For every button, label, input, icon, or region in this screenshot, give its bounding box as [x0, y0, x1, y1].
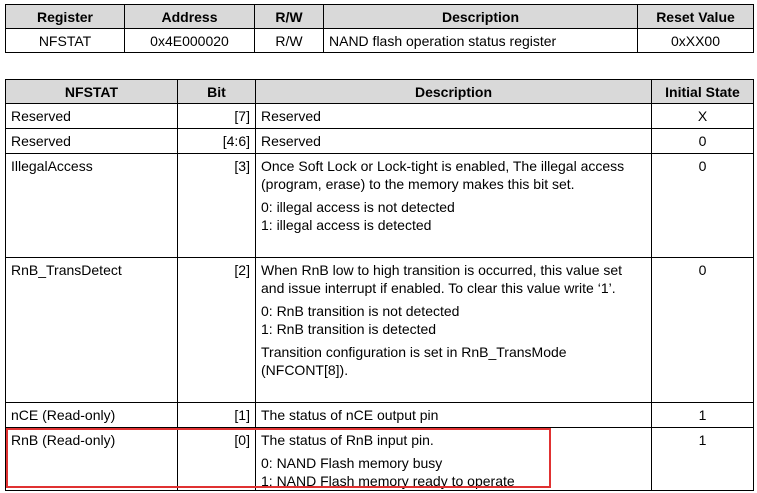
bitfield-header-row — [6, 80, 754, 104]
header-bit: Bit — [178, 80, 256, 104]
field-description — [256, 154, 652, 258]
field-bit: [0] — [178, 428, 256, 491]
description-text: 0: NAND Flash memory busy — [261, 455, 443, 471]
field-bit: [1] — [178, 403, 256, 428]
description-text: 1: illegal access is detected — [261, 217, 432, 233]
register-address: 0x4E000020 — [125, 29, 255, 53]
description-text: Transition configuration is set in RnB_TransMode (NFCONT[8]). — [261, 344, 567, 378]
description-text: When RnB low to high transition is occurred, this value set and issue interrupt if enabled. To clear this value write ‘1’. — [261, 262, 623, 296]
description-text: 1: RnB transition is detected — [261, 321, 437, 337]
field-description — [256, 428, 652, 491]
field-description — [256, 258, 652, 403]
description-text: Once Soft Lock or Lock-tight is enabled, The illegal access (program, erase) to the memory makes this bit set. — [261, 158, 625, 192]
description-text: 0: RnB transition is not detected — [261, 303, 460, 319]
field-initial: 0 — [652, 154, 754, 258]
header-address: Address — [125, 5, 255, 29]
table-row — [6, 428, 754, 491]
field-description: Reserved — [256, 104, 652, 129]
register-reset-value: 0xXX00 — [638, 29, 754, 53]
table-row — [6, 403, 754, 428]
description-text: 0: illegal access is not detected — [261, 199, 455, 215]
header-reset-value: Reset Value — [638, 5, 754, 29]
register-header-row — [6, 5, 754, 29]
field-initial: 1 — [652, 428, 754, 491]
table-row — [6, 104, 754, 129]
table-row — [6, 258, 754, 403]
register-summary-table — [5, 4, 754, 53]
field-name: IllegalAccess — [6, 154, 178, 258]
table-row — [6, 129, 754, 154]
field-initial: 1 — [652, 403, 754, 428]
description-text: 1: NAND Flash memory ready to operate — [261, 473, 515, 489]
field-bit: [7] — [178, 104, 256, 129]
table-row — [6, 154, 754, 258]
field-name: Reserved — [6, 129, 178, 154]
field-name: Reserved — [6, 104, 178, 129]
header-initial-state: Initial State — [652, 80, 754, 104]
register-name: NFSTAT — [6, 29, 125, 53]
header-field: NFSTAT — [6, 80, 178, 104]
register-row — [6, 29, 754, 53]
bitfield-table — [5, 79, 754, 491]
field-bit: [3] — [178, 154, 256, 258]
field-initial: X — [652, 104, 754, 129]
header-field-description: Description — [256, 80, 652, 104]
header-register: Register — [6, 5, 125, 29]
field-description: The status of nCE output pin — [256, 403, 652, 428]
description-text: The status of RnB input pin. — [261, 432, 434, 448]
field-name: RnB_TransDetect — [6, 258, 178, 403]
header-rw: R/W — [255, 5, 324, 29]
field-bit: [4:6] — [178, 129, 256, 154]
field-initial: 0 — [652, 129, 754, 154]
register-description: NAND flash operation status register — [324, 29, 638, 53]
field-initial: 0 — [652, 258, 754, 403]
header-description: Description — [324, 5, 638, 29]
field-bit: [2] — [178, 258, 256, 403]
field-description: Reserved — [256, 129, 652, 154]
register-rw: R/W — [255, 29, 324, 53]
field-name: nCE (Read-only) — [6, 403, 178, 428]
field-name: RnB (Read-only) — [6, 428, 178, 491]
